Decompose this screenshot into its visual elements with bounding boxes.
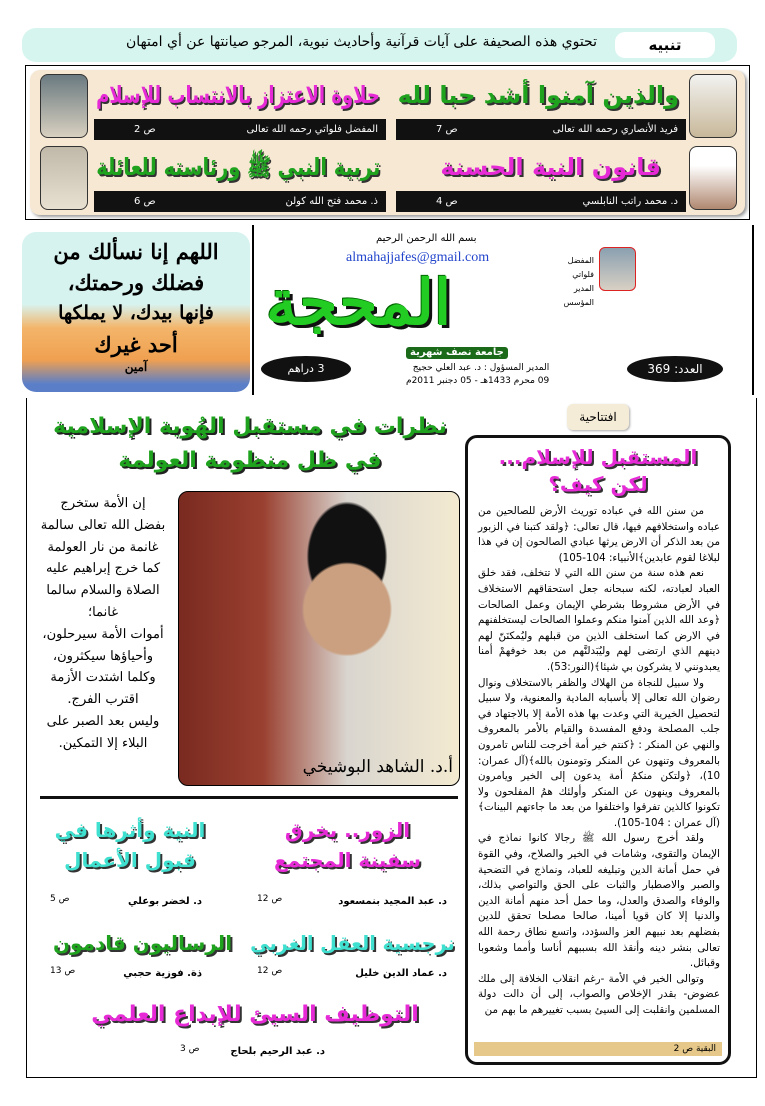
founder-photo bbox=[599, 247, 636, 291]
bottom-feature-5[interactable]: التوظيف السيئ للإبداع العلمي bbox=[91, 1002, 419, 1027]
editorial-title: المستقبل للإسلام... لكن كيف؟ bbox=[498, 445, 698, 496]
feature-byline: د. محمد راتب النابلسي ص 4 bbox=[396, 191, 686, 212]
feature-title: تربية النبي ﷺ ورئاسته للعائلة bbox=[95, 153, 380, 181]
publication-info: المدير المسؤول : د. عبد العلي حجيج 09 محرم 1433هـ - 05 دجنبر 2011م bbox=[406, 363, 550, 386]
feature-4[interactable] bbox=[36, 144, 386, 214]
masthead-subtitle: جامعة نصف شهرية bbox=[406, 347, 508, 359]
bottom-feature-3[interactable]: نرجسية العقل الغربي bbox=[250, 931, 455, 955]
section-divider bbox=[40, 796, 458, 799]
feature-2[interactable] bbox=[36, 72, 386, 142]
duaa-amen: آمين bbox=[124, 360, 148, 374]
warning-banner bbox=[22, 28, 737, 62]
logo: المحجة bbox=[266, 266, 452, 339]
feature-title: قانون النية الحسنة bbox=[440, 153, 661, 181]
divider bbox=[752, 225, 754, 395]
top-features-box bbox=[25, 65, 750, 220]
feature-page: ص 12 bbox=[257, 966, 283, 976]
masthead bbox=[256, 230, 750, 392]
feature-page: ص 5 bbox=[50, 894, 70, 904]
duaa-line: اللهم إنا نسألك من bbox=[53, 239, 219, 264]
basmala: بسم الله الرحمن الرحيم bbox=[376, 233, 477, 244]
duaa-box bbox=[22, 232, 250, 392]
bottom-feature-4[interactable]: الرساليون قادمون bbox=[52, 931, 233, 955]
price: 3 دراهم bbox=[261, 356, 351, 382]
author-photo bbox=[689, 74, 737, 138]
duaa-line: أحد غيرك bbox=[94, 332, 178, 357]
continued-link[interactable]: البقية ص 2 bbox=[474, 1042, 722, 1056]
feature-3[interactable] bbox=[391, 144, 741, 214]
lead-quote: إن الأمة ستخرج بفضل الله تعالى سالمة غانمة من نار العولمة كما خرج إبراهيم عليه الصلاة والسلام سالما غانما؛ أموات الأمة سيرحلون، وأحياؤها سيكثرون، وكلما اشتدت الأزمة اقترب الفرج. وليس بعد الصبر على البلاء إلا التمكين. bbox=[40, 496, 166, 751]
author-photo bbox=[689, 146, 737, 210]
feature-byline: فريد الأنصاري رحمه الله تعالى ص 7 bbox=[396, 119, 686, 140]
warning-message: تحتوي هذه الصحيفة على آيات قرآنية وأحاديث نبوية، المرجو صيانتها عن أي امتهان bbox=[125, 34, 597, 50]
editorial-body: من سنن الله في عباده توريث الأرض للصالحين من عباده واستخلافهم فيها، قال تعالى: ﴿ولقد كتبنا في الزبور من بعد الذكر أن الارض يرثها عبادي الصالحون إن في هذا لبلاغا لقوم عابدين﴾الأنبياء: 104-105) نعم هذه سنة من سنن الله التي لا تتخلف، فقد خلق العباد لعبادته، لكنه سبحانه جعل استحقاقهم الاستخلاف في الأرض مشروطا بشرطي الإيمان وعمل الصالحات ﴿وعد الله الذين آمنوا منكم وعملوا الصالحات ليستخلفنهم في الارض كما استخلف الذين من قبلهم وليُمكنَنّ لهم دينهم الذي ارتضى لهم وليُبَدلنَّهم من بعد خوفهمْ أمنا يعبدونني لا يشركون بي شيئا﴾(النور:53). ولا سبيل للنجاة من الهلاك والظفر بالاستخلاف ونوال رضوان الله تعالى إلا بأسبابه المادية والمعنوية، ولا سبيل لتحصيل الخيرية التي وعدت بها هذه الأمة إلا بالاجتهاد في جلب المصلحة ودفع المفسدة والقيام بالأمر بالمعروف والنهي عن المنكر : ﴿كنتم خير أمة أخرجت للناس تامرون بالمعروف وتنهون عن المنكر وتومنون بالله﴾(آل عمران: 10)، ﴿ولتكن منكمُ أمة يدعون إلى الخير ويامرون بالمعروف وينهون عن المنكر وأولئك همُ المفلحون ولا تكونوا كالذين تفرقوا واختلفوا من بعد ما جاءتهم البينات﴾(آل عمران : 104-105). ولقد أخرج رسول الله ﷺ رجالا كانوا نماذج في الإيمان والتقوى، وشامات في الخير والصلاح، وفي القوة في حمل أمانة الدين وتبليغه للعباد، ونماذج في التضحية والصبر والاصطبار والثبات على الحق والتواصي بذلك، والوفاء والصدق والعدل، وما حمل أحد منهم أمانة الدين والدنيا إلا كان قويا أمينا، صالحا مصلحا تحقق للدين بفضلهم بعد نبيهم العز والسؤدد، واتسع نطاق رحمة الله تعالى بنشر دينه وأنقذ الله بسببهم أناسا وأمما وشعوبا وقبائل. وتوالى الخير في الأمة -رغم انقلاب الخلافة إلى ملك عضوض- بقدر الإخلاص والصواب، إلى أن دالت دولة المسلمين وانقلبت إلى السيئ بسبب تغييرهم ما بهم من bbox=[478, 505, 720, 1016]
feature-author: د. عبد الرحيم بلحاج bbox=[230, 1046, 325, 1057]
feature-1[interactable] bbox=[391, 72, 741, 142]
bottom-feature-1[interactable]: الزور.. يخرق سفينة المجتمع bbox=[274, 818, 421, 872]
founder-info: المفضل فلواتي المدير المؤسس bbox=[563, 256, 594, 307]
feature-byline: ذ. محمد فتح الله كولن ص 6 bbox=[94, 191, 386, 212]
bottom-feature-2[interactable]: النية وأثرها في قبول الأعمال bbox=[54, 818, 206, 872]
feature-author: د. لخضر بوعلي bbox=[128, 896, 202, 907]
feature-title: حلاوة الاعتزاز بالانتساب للإسلام bbox=[96, 81, 380, 109]
email-link[interactable]: almahajjafes@gmail.com bbox=[346, 250, 490, 265]
divider bbox=[252, 225, 254, 395]
feature-byline: المفضل فلواتي رحمه الله تعالى ص 2 bbox=[94, 119, 386, 140]
issue-number: العدد: 369 bbox=[627, 356, 723, 382]
feature-author: د. عماد الدين خليل bbox=[355, 968, 447, 979]
lead-photo bbox=[178, 491, 460, 786]
duaa-line: فإنها بيدك، لا يملكها bbox=[58, 302, 214, 324]
warning-label: تنبيه bbox=[615, 32, 715, 58]
editorial-tab: افتتاحية bbox=[567, 404, 629, 430]
feature-page: ص 12 bbox=[257, 894, 283, 904]
photo-caption: أ.د. الشاهد البوشيخي bbox=[302, 757, 453, 777]
lead-headline: نظرات في مستقبل الهُوية الإسلامية في ظل منظومة العولمة bbox=[53, 414, 447, 473]
feature-page: ص 3 bbox=[180, 1044, 200, 1054]
editorial-article bbox=[465, 435, 731, 1065]
feature-page: ص 13 bbox=[50, 966, 76, 976]
feature-author: د. عبد المجيد بنمسعود bbox=[338, 896, 447, 907]
feature-author: ذة. فوزية حجبي bbox=[123, 968, 202, 979]
feature-title: والذين آمنوا أشد حبا لله bbox=[397, 81, 679, 109]
duaa-line: فضلك ورحمتك، bbox=[67, 270, 205, 295]
